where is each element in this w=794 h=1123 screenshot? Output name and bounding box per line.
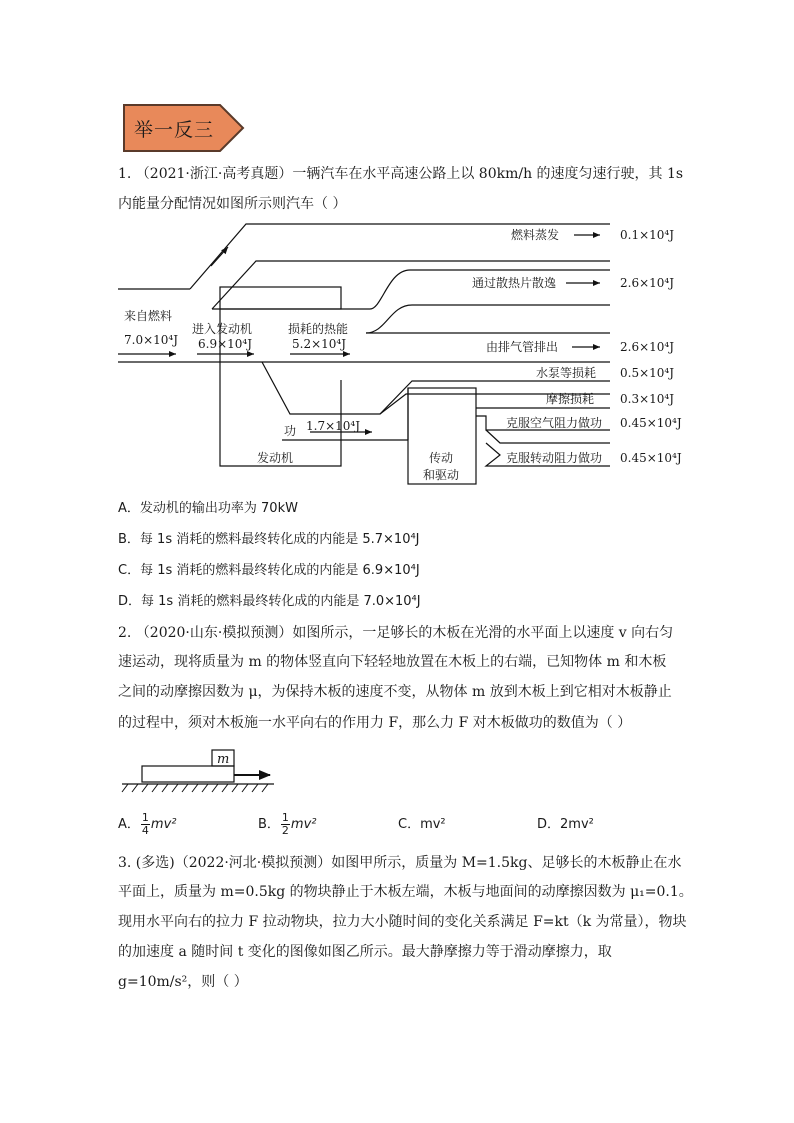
label-out-pump: 水泵等损耗 xyxy=(536,366,597,380)
q2-line-3: 之间的动摩擦因数为 μ，为保持木板的速度不变，从物体 m 放到木板上到它相对木板静止 xyxy=(118,684,672,700)
q2-line-4: 的过程中，须对木板施一水平向右的作用力 F，那么力 F 对木板做功的数值为（ ） xyxy=(118,715,632,731)
label-heat-value: 5.2×10⁴J xyxy=(292,337,347,351)
q2-option-b xyxy=(258,812,317,837)
q2-option-a-tail: mv² xyxy=(150,817,177,832)
badge-label: 举一反三 xyxy=(133,118,214,141)
q3-line-5: g=10m/s²，则（ ） xyxy=(118,974,248,990)
q1-option-d: D．每 1s 消耗的燃料最终转化成的内能是 7.0×10⁴J xyxy=(118,594,421,609)
label-out-radiator-value: 2.6×10⁴J xyxy=(620,276,675,290)
label-out-air: 克服空气阻力做功 xyxy=(506,416,603,430)
label-fuel-source: 来自燃料 xyxy=(124,309,173,323)
label-work-value: 1.7×10⁴J xyxy=(306,419,361,433)
section-badge xyxy=(122,103,246,153)
q2-option-a-fraction xyxy=(141,812,150,837)
q1-option-c: C．每 1s 消耗的燃料最终转化成的内能是 6.9×10⁴J xyxy=(118,563,420,578)
q2-option-d: D．2mv² xyxy=(537,817,594,832)
q2-option-b-fraction xyxy=(281,812,290,837)
q2-option-c: C．mv² xyxy=(398,817,446,832)
label-out-exhaust-value: 2.6×10⁴J xyxy=(620,340,675,354)
label-transmission-2: 和驱动 xyxy=(423,468,460,482)
q3-line-1: 3. (多选)（2022·河北·模拟预测）如图甲所示，质量为 M=1.5kg、足够长的木板静止在水 xyxy=(118,855,682,871)
label-out-friction: 摩擦损耗 xyxy=(546,392,595,406)
label-out-roll-value: 0.45×10⁴J xyxy=(620,451,682,465)
q1-line-1: 1. （2021·浙江·高考真题）一辆汽车在水平高速公路上以 80km/h 的速度匀速行驶，其 1s xyxy=(118,166,684,182)
q2-option-a-prefix: A． xyxy=(118,817,140,832)
q3-line-3: 现用水平向右的拉力 F 拉动物块，拉力大小随时间的变化关系满足 F=kt（k 为常量），物块 xyxy=(118,914,687,930)
q1-option-b: B．每 1s 消耗的燃料最终转化成的内能是 5.7×10⁴J xyxy=(118,532,420,547)
label-out-roll: 克服转动阻力做功 xyxy=(506,451,603,465)
q2-line-1: 2. （2020·山东·模拟预测）如图所示，一足够长的木板在光滑的水平面上以速度 v 向右匀 xyxy=(118,625,674,641)
q2-option-b-num: 1 xyxy=(281,811,289,824)
q3-line-4: 的加速度 a 随时间 t 变化的图像如图乙所示。最大静摩擦力等于滑动摩擦力，取 xyxy=(118,944,612,960)
label-out-evap-value: 0.1×10⁴J xyxy=(620,228,675,242)
label-out-air-value: 0.45×10⁴J xyxy=(620,416,682,430)
label-heat-loss: 损耗的热能 xyxy=(288,322,349,336)
q2-line-2: 速运动，现将质量为 m 的物体竖直向下轻轻地放置在木板上的右端，已知物体 m 和木板 xyxy=(118,654,667,670)
label-engine: 发动机 xyxy=(257,451,294,465)
label-out-radiator: 通过散热片散逸 xyxy=(472,276,557,290)
q2-option-b-prefix: B． xyxy=(258,817,280,832)
label-fuel-value: 7.0×10⁴J xyxy=(124,333,179,347)
label-work: 功 xyxy=(284,424,297,438)
energy-flow-diagram xyxy=(0,215,794,485)
label-out-friction-value: 0.3×10⁴J xyxy=(620,392,675,406)
q2-option-b-tail: mv² xyxy=(290,817,317,832)
q2-option-b-den: 2 xyxy=(281,824,289,837)
q3-line-2: 平面上，质量为 m=0.5kg 的物块静止于木板左端，木板与地面间的动摩擦因数为 μ₁=0.1。 xyxy=(118,884,693,900)
q1-line-2: 内能量分配情况如图所示则汽车（ ） xyxy=(118,196,347,212)
label-out-exhaust: 由排气管排出 xyxy=(486,340,559,354)
label-enter-engine: 进入发动机 xyxy=(192,322,253,336)
q2-option-a-den: 4 xyxy=(141,824,149,837)
label-out-evap: 燃料蒸发 xyxy=(511,228,560,242)
label-transmission-1: 传动 xyxy=(429,451,454,465)
q1-option-a: A．发动机的输出功率为 70kW xyxy=(118,501,298,516)
board-diagram xyxy=(118,744,278,798)
q2-option-a-num: 1 xyxy=(141,811,149,824)
label-enter-value: 6.9×10⁴J xyxy=(198,337,253,351)
block-m-label: m xyxy=(217,752,230,767)
q2-option-a xyxy=(118,812,176,837)
board xyxy=(142,766,234,782)
label-out-pump-value: 0.5×10⁴J xyxy=(620,366,675,380)
